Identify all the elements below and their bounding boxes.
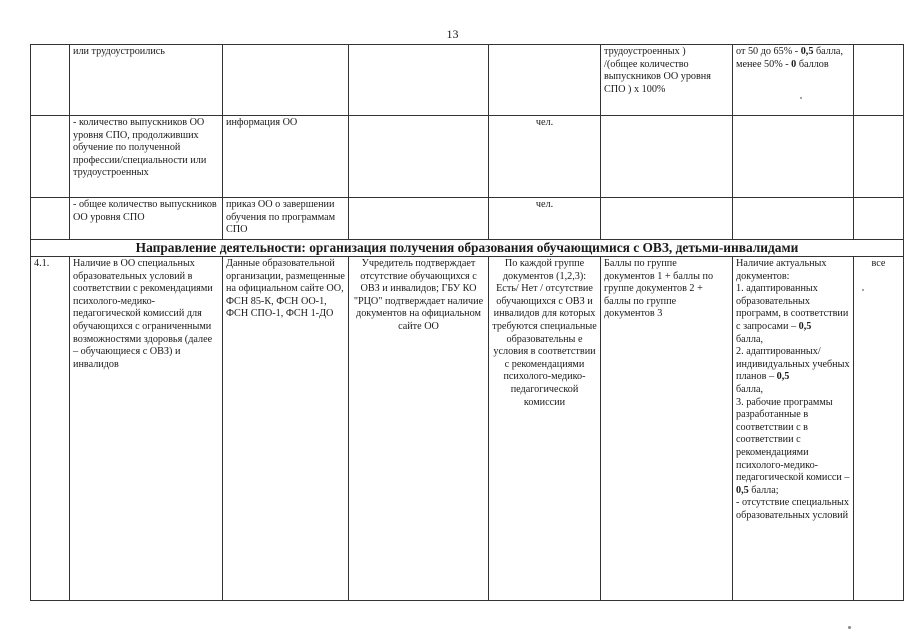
source-cell: Данные образовательной организации, размещенные на официальном сайте ОО, ФСН 85-К, ФСН ОО-1, ФСН СПО-1, ФСН 1-ДО	[223, 257, 349, 601]
table-cell: или трудоустроились	[70, 45, 223, 116]
confirmation-cell: Учредитель подтверждает отсутствие обучающихся с ОВЗ и инвалидов; ГБУ КО "РЦО" подтверждает наличие документов на официальном сайте ОО	[349, 257, 489, 601]
table-cell	[349, 198, 489, 240]
table-cell	[489, 45, 601, 116]
table-cell	[31, 198, 70, 240]
table-cell: - количество выпускников ОО уровня СПО, продолживших обучение по полученной профессии/специальности или трудоустроенных	[70, 116, 223, 198]
section-title: Направление деятельности: организация получения образования обучающимися с ОВЗ, детьми-инвалидами	[31, 240, 904, 257]
table-cell	[31, 116, 70, 198]
table-cell	[733, 198, 854, 240]
row-number: 4.1.	[31, 257, 70, 601]
table-cell: приказ ОО о завершении обучения по программам СПО	[223, 198, 349, 240]
table-cell	[854, 45, 904, 116]
table-cell: от 50 до 65% - 0,5 балла, менее 50% - 0 баллов	[733, 45, 854, 116]
criteria-table	[30, 44, 904, 601]
table-row	[31, 257, 904, 601]
table-cell	[601, 198, 733, 240]
table-cell	[223, 45, 349, 116]
table-row	[31, 198, 904, 240]
table-cell	[854, 198, 904, 240]
page-number: 13	[446, 27, 459, 41]
unit-cell: По каждой группе документов (1,2,3): Есть/ Нет / отсутствие обучающихся с ОВЗ и инвалидов для которых требуются специальные образовательны е условия в соответствии с рекомендациями психолого-медико-педагогической комиссии	[489, 257, 601, 601]
table-cell	[31, 45, 70, 116]
table-row	[31, 45, 904, 116]
table-cell	[854, 116, 904, 198]
scope-cell: все	[854, 257, 904, 601]
table-cell: чел.	[489, 116, 601, 198]
scan-speck	[862, 289, 864, 291]
table-row	[31, 116, 904, 198]
indicator-cell: Наличие в ОО специальных образовательных условий в соответствии с рекомендациями психолого-медико-педагогической комиссий для обучающихся с ограниченными возможностями здоровья (далее – обучающиеся с ОВЗ) и инвалидов	[70, 257, 223, 601]
table-cell: - общее количество выпускников ОО уровня СПО	[70, 198, 223, 240]
table-cell	[733, 116, 854, 198]
scan-speck	[848, 626, 851, 629]
table-cell: чел.	[489, 198, 601, 240]
criteria-cell: Наличие актуальных документов: 1. адаптированных образовательных программ, в соответствии с запросами – 0,5 балла, 2. адаптированных/ индивидуальных учебных планов – 0,5 балла, 3. рабочие программы разработанные в соответствии с в соответствии с рекомендациями психолого-медико-педагогической комисси – 0,5 балла; - отсутствие специальных образовательных условий	[733, 257, 854, 601]
table-cell: трудоустроенных ) /(общее количество выпускников ОО уровня СПО ) х 100%	[601, 45, 733, 116]
table-cell	[349, 116, 489, 198]
section-row	[31, 240, 904, 257]
table-cell: информация ОО	[223, 116, 349, 198]
table-cell	[601, 116, 733, 198]
scan-speck	[800, 97, 802, 99]
table-cell	[349, 45, 489, 116]
formula-cell: Баллы по группе документов 1 + баллы по группе документов 2 + баллы по группе документов 3	[601, 257, 733, 601]
